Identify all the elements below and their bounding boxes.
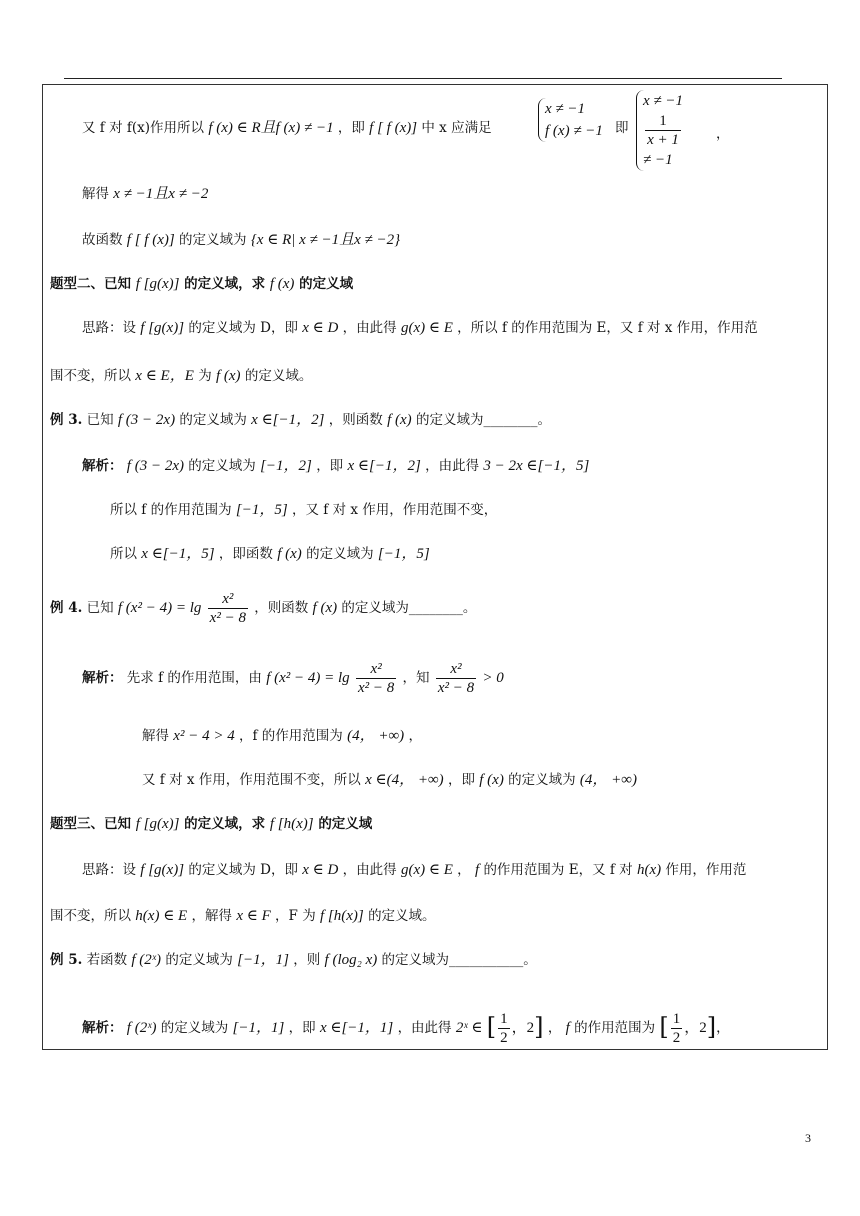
math: [−1，5] <box>377 546 430 562</box>
denominator: x² − 8 <box>437 680 475 696</box>
example-label: 例 3. <box>50 412 83 428</box>
math: {x ∈ R| x ≠ −1且x ≠ −2} <box>250 232 401 248</box>
text: ， <box>547 1020 562 1036</box>
text-line-1 <box>82 118 492 138</box>
text: 思路：设 <box>82 862 136 878</box>
text: ，F 为 <box>275 908 316 924</box>
math: x ∈[−1，1] <box>319 1020 394 1036</box>
math: x ∈ D <box>302 320 339 336</box>
math: f (x) <box>312 600 338 616</box>
answer-3b <box>110 500 497 520</box>
math: x ∈[−1，2] <box>347 458 421 474</box>
example-5 <box>50 950 537 970</box>
text: 又 f 对 f(x)作用所以 <box>82 120 205 136</box>
text: ，则函数 <box>328 412 383 428</box>
math: x ∈ F <box>236 908 271 924</box>
denominator: 2 <box>672 1030 681 1046</box>
answer-4c <box>142 770 637 790</box>
fraction <box>645 112 681 149</box>
text: ，即 <box>288 1020 316 1036</box>
fraction <box>208 590 248 627</box>
text: 的定义域。 <box>368 908 436 924</box>
numerator: x² <box>208 590 248 609</box>
math: ，2 <box>511 1020 535 1036</box>
text: ，f 的作用范围为 <box>239 728 343 744</box>
numerator: x² <box>356 660 396 679</box>
text: 作用，作用范 <box>665 862 747 878</box>
text: 的定义域，求 <box>184 816 266 832</box>
math: [−1，1] <box>232 1020 285 1036</box>
right-bracket: ] <box>706 1013 717 1041</box>
text: 围不变，所以 <box>50 908 131 924</box>
text: ，又 f 对 x 作用，作用范围不变， <box>292 502 498 518</box>
text: ， <box>457 862 471 878</box>
equation-system-1 <box>532 98 603 142</box>
numerator: 1 <box>500 1011 508 1027</box>
text: 故函数 <box>82 232 123 248</box>
header-rule <box>64 78 782 79</box>
text: 的作用范围为 E，又 f 对 <box>483 862 633 878</box>
math: ≠ −1 <box>643 152 673 168</box>
math: f (x) ∈ R且f (x) ≠ −1 <box>208 120 334 136</box>
answer-label: 解析： <box>82 458 123 474</box>
text: 为 <box>198 368 212 384</box>
math: f [g(x)] <box>135 276 180 292</box>
text: ，解得 <box>191 908 233 924</box>
text: 的定义域为 <box>188 458 256 474</box>
math: f (x) <box>277 546 302 562</box>
page-number: 3 <box>805 1131 811 1145</box>
text: ，由此得 <box>425 458 480 474</box>
text: 的定义域 <box>299 276 354 292</box>
math: f (x) <box>387 412 412 428</box>
math: x ∈[−1，5] <box>141 546 215 562</box>
math: x ∈(4， +∞) <box>365 772 444 788</box>
text: 的定义域为___________。 <box>381 952 537 968</box>
example-3 <box>50 410 551 430</box>
answer-5 <box>82 1010 730 1047</box>
text-line-idea3b <box>50 906 436 926</box>
math: f (log₂ x) <box>324 952 378 968</box>
math: f (x² − 4) = lg <box>266 670 350 686</box>
answer-3 <box>82 456 589 476</box>
math: ，2 <box>684 1020 707 1036</box>
answer-label: 解析： <box>82 670 123 686</box>
section-title-3 <box>50 814 372 834</box>
math: [−1，1] <box>237 952 289 968</box>
math: x ≠ −1 <box>545 101 586 117</box>
fraction <box>671 1010 683 1047</box>
text: ，即函数 <box>218 546 273 562</box>
math: x ∈ D <box>302 862 339 878</box>
math: h(x) <box>636 862 662 878</box>
numerator: 1 <box>645 112 681 131</box>
right-bracket: ] <box>534 1013 544 1041</box>
text: ，即 <box>316 458 344 474</box>
math: f (x) <box>269 276 295 292</box>
text-line-idea2b <box>50 366 312 386</box>
math: f [g(x)] <box>135 816 180 832</box>
text-line-idea3 <box>82 860 746 880</box>
example-label: 例 4. <box>50 600 83 616</box>
equation-system-2 <box>630 90 683 171</box>
text: 的定义域为 <box>179 412 247 428</box>
text: 解得 <box>82 186 109 202</box>
math: g(x) ∈ E <box>400 862 453 878</box>
text: ，则函数 <box>254 600 309 616</box>
denominator: x² − 8 <box>209 610 246 626</box>
text: 的定义域为 <box>179 232 247 248</box>
numerator: x² <box>436 660 476 679</box>
text: 题型三、已知 <box>50 816 131 832</box>
text: 的定义域为 <box>306 546 374 562</box>
text: ， <box>716 126 730 142</box>
fraction <box>436 660 476 697</box>
section-title-2 <box>50 274 353 294</box>
text: 的定义域为 D，即 <box>188 320 298 336</box>
math: f (x) <box>479 772 504 788</box>
math: x² − 4 > 4 <box>173 728 235 744</box>
text: 的定义域为 <box>160 1020 229 1036</box>
text: 的定义域，求 <box>184 276 266 292</box>
text: ，由此得 <box>342 320 397 336</box>
math: f (x² − 4) = lg <box>117 600 202 616</box>
math: (4， +∞) <box>579 772 637 788</box>
text: 所以 <box>110 546 137 562</box>
text: 即 <box>615 120 629 136</box>
math: f [ f (x)] <box>126 232 175 248</box>
math: g(x) ∈ E <box>400 320 453 336</box>
math: f [ f (x)] <box>369 120 418 136</box>
text: 已知 <box>86 412 114 428</box>
math: x ≠ −1且x ≠ −2 <box>113 186 209 202</box>
text-line-2 <box>82 184 208 204</box>
math: f (3 − 2x) <box>117 412 176 428</box>
text: ，知 <box>402 670 430 686</box>
math: [−1，5] <box>235 502 288 518</box>
text: ，所以 f 的作用范围为 E，又 f 对 x 作用，作用范 <box>457 320 758 336</box>
text: 的定义域为 <box>508 772 576 788</box>
text: 所以 f 的作用范围为 <box>110 502 232 518</box>
math: f [h(x)] <box>269 816 314 832</box>
text: 又 f 对 x 作用，作用范围不变，所以 <box>142 772 361 788</box>
text: ， <box>716 1020 730 1036</box>
math: 3 − 2x ∈[−1，5] <box>483 458 590 474</box>
math: f (2ˣ) <box>131 952 162 968</box>
text-line-idea2 <box>82 318 758 338</box>
answer-label: 解析： <box>82 1020 123 1036</box>
answer-4 <box>82 660 504 697</box>
brace-system <box>636 90 683 171</box>
text: ，即 <box>337 120 365 136</box>
example-4 <box>50 590 476 627</box>
math: h(x) ∈ E <box>135 908 188 924</box>
text: ，则 <box>293 952 321 968</box>
answer-4b <box>142 726 422 746</box>
text: ，由此得 <box>397 1020 452 1036</box>
math: f <box>474 862 480 878</box>
text: 的定义域。 <box>244 368 313 384</box>
text: 的定义域为 D，即 <box>188 862 298 878</box>
answer-3c <box>110 544 430 564</box>
fraction <box>498 1010 510 1047</box>
text: 解得 <box>142 728 169 744</box>
text: 的定义域为________。 <box>415 412 551 428</box>
fraction <box>356 660 396 697</box>
math: [−1，2] <box>260 458 312 474</box>
math: f (x) ≠ −1 <box>545 123 603 139</box>
math: x ∈ E，E <box>135 368 194 384</box>
brace-system <box>538 98 603 142</box>
text: 的定义域为 <box>165 952 233 968</box>
math: 2ˣ ∈ <box>455 1020 483 1036</box>
example-label: 例 5. <box>50 952 83 968</box>
math: x ≠ −1 <box>643 93 684 109</box>
text-line-3 <box>82 230 400 250</box>
text: 若函数 <box>86 952 128 968</box>
math: f [g(x)] <box>140 320 185 336</box>
left-bracket: [ <box>486 1013 497 1041</box>
text: 先求 f 的作用范围，由 <box>126 670 262 686</box>
math: f (x) <box>215 368 241 384</box>
math: x ∈[−1，2] <box>251 412 325 428</box>
text: 的作用范围为 <box>574 1020 656 1036</box>
left-bracket: [ <box>659 1013 669 1041</box>
text: 围不变，所以 <box>50 368 131 384</box>
math: f [g(x)] <box>140 862 185 878</box>
text: 思路：设 <box>82 320 136 336</box>
text: ，即 <box>447 772 475 788</box>
denominator: x + 1 <box>647 132 679 148</box>
math: (4， +∞) <box>347 728 405 744</box>
math: f [h(x)] <box>320 908 364 924</box>
text: 的定义域 <box>318 816 373 832</box>
denominator: x² − 8 <box>357 680 395 696</box>
text: ， <box>408 728 422 744</box>
text: 已知 <box>86 600 114 616</box>
text: ，由此得 <box>342 862 397 878</box>
math: f (3 − 2x) <box>126 458 184 474</box>
text: 的定义域为________。 <box>341 600 477 616</box>
text: 中 x 应满足 <box>421 120 492 136</box>
numerator: 1 <box>672 1011 681 1027</box>
math: f (2ˣ) <box>126 1020 157 1036</box>
math: f <box>565 1020 570 1036</box>
text: 题型二、已知 <box>50 276 131 292</box>
denominator: 2 <box>500 1030 508 1046</box>
math: > 0 <box>482 670 504 686</box>
